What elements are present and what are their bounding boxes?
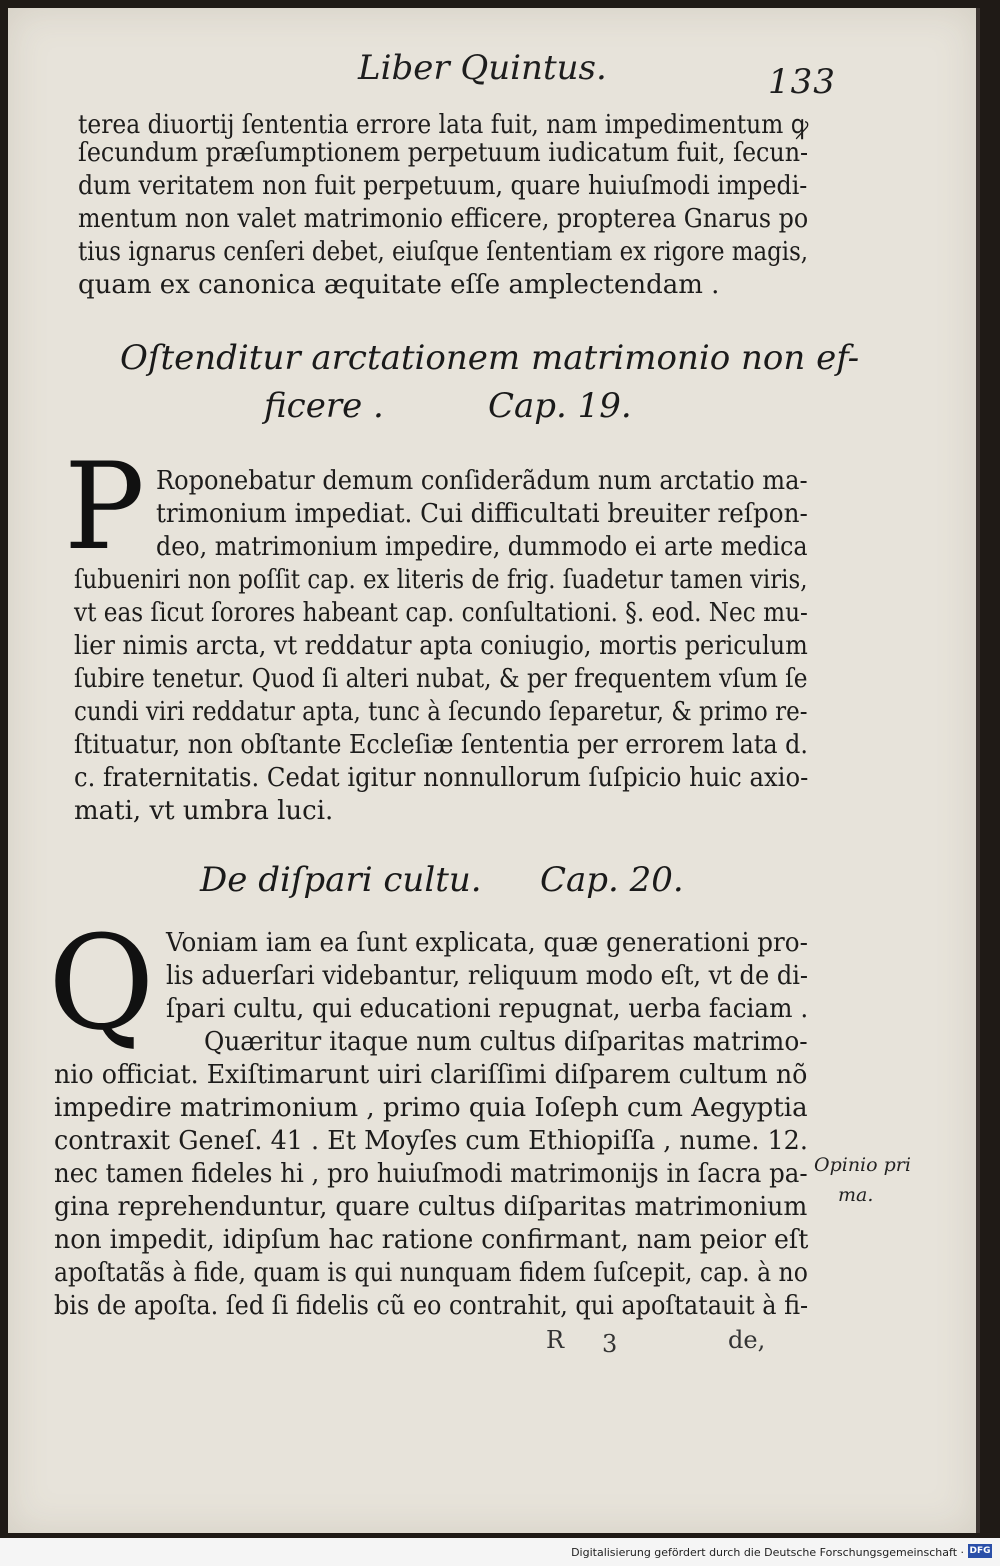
text-line: nio officiat. Exiſtimarunt uiri clariſſimi diſparem cultum nõ <box>54 1060 808 1090</box>
chapter-heading-cont: ficere . <box>264 386 384 426</box>
page-header <box>8 48 976 102</box>
text-line: vt eas ſicut ſorores habeant cap. conſultationi. §. eod. Nec mu- <box>74 598 808 628</box>
text-line: cundi viri reddatur apta, tunc à ſecundo ſeparetur, & primo re- <box>74 697 808 727</box>
text-line: lis aduerſari videbantur, reliquum modo eſt, vt de di- <box>166 961 809 991</box>
drop-cap-q: Q <box>48 907 155 1059</box>
marginal-line: Opinio pri <box>814 1154 911 1176</box>
text-line: gina reprehenduntur, quare cultus diſparitas matrimonium <box>54 1192 808 1222</box>
text-line: trimonium impediat. Cui difficultati breuiter reſpon- <box>156 499 808 529</box>
text-line: quam ex canonica æquitate eſſe amplectendam . <box>78 270 720 300</box>
text-line: contraxit Geneſ. 41 . Et Moyſes cum Ethiopiſſa , nume. 12. <box>54 1126 808 1156</box>
catchword: de, <box>728 1326 766 1354</box>
text-line: mentum non valet matrimonio efficere, propterea Gnarus po <box>78 204 809 234</box>
chapter-heading: Oſtenditur arctationem matrimonio non ef- <box>120 338 860 378</box>
text-line: nec tamen fideles hi , pro huiuſmodi matrimonijs in ſacra pa- <box>54 1159 808 1189</box>
book-page <box>8 8 980 1533</box>
text-line: deo, matrimonium impedire, dummodo ei arte medica <box>156 532 808 562</box>
text-line: bis de apoſta. ſed ſi fidelis cũ eo contrahit, qui apoſtatauit à fi- <box>54 1291 809 1321</box>
text-line: impedire matrimonium , primo quia Ioſeph cum Aegyptia <box>54 1093 808 1123</box>
text-line: ſpari cultu, qui educationi repugnat, uerba faciam . <box>166 994 809 1024</box>
running-head: Liber Quintus. <box>358 48 607 88</box>
marginal-note <box>814 1150 911 1210</box>
text-line: ſubueniri non poſſit cap. ex literis de frig. ſuadetur tamen viris, <box>74 565 808 595</box>
signature-number: 3 <box>602 1330 618 1358</box>
dfg-logo-icon: DFG <box>969 1546 991 1556</box>
text-line: apoſtatãs à fide, quam is qui nunquam fidem ſuſcepit, cap. à no <box>54 1258 808 1288</box>
text-line: Roponebatur demum conſiderãdum num arctatio ma- <box>156 466 808 496</box>
marginal-line: ma. <box>838 1184 874 1206</box>
text-line: tius ignarus cenſeri debet, eiuſque ſententiam ex rigore magis, <box>78 237 809 267</box>
text-line: dum veritatem non fuit perpetuum, quare huiuſmodi impedi- <box>78 171 808 201</box>
text-line: Voniam iam ea ſunt explicata, quæ generationi pro- <box>166 928 808 958</box>
text-line: lier nimis arcta, vt reddatur apta coniugio, mortis periculum <box>74 631 808 661</box>
chapter-number: Cap. 20. <box>540 860 684 900</box>
chapter-number: Cap. 19. <box>488 386 632 426</box>
drop-cap-p: P <box>64 438 145 577</box>
text-line: Quæritur itaque num cultus diſparitas matrimo- <box>204 1027 808 1057</box>
text-line: non impedit, idipſum hac ratione confirmant, nam peior eſt <box>54 1225 809 1255</box>
text-line: terea diuortij ſententia errore lata fuit, nam impedimentum ꝙ <box>78 110 809 140</box>
funding-credit: Digitalisierung gefördert durch die Deutsche Forschungsgemeinschaft · <box>571 1546 964 1559</box>
text-line: ſecundum præſumptionem perpetuum iudicatum fuit, ſecun- <box>78 138 809 168</box>
signature-mark: R <box>546 1326 565 1354</box>
text-line: mati, vt umbra luci. <box>74 796 334 826</box>
text-line: ſtituatur, non obſtante Eccleſiæ ſententia per errorem lata d. <box>74 730 808 760</box>
text-line: ſubire tenetur. Quod ſi alteri nubat, & per frequentem vſum ſe <box>74 664 808 694</box>
text-line: c. fraternitatis. Cedat igitur nonnullorum ſuſpicio huic axio- <box>74 763 809 793</box>
chapter-heading: De diſpari cultu. <box>200 860 482 900</box>
folio-number: 133 <box>768 62 836 102</box>
